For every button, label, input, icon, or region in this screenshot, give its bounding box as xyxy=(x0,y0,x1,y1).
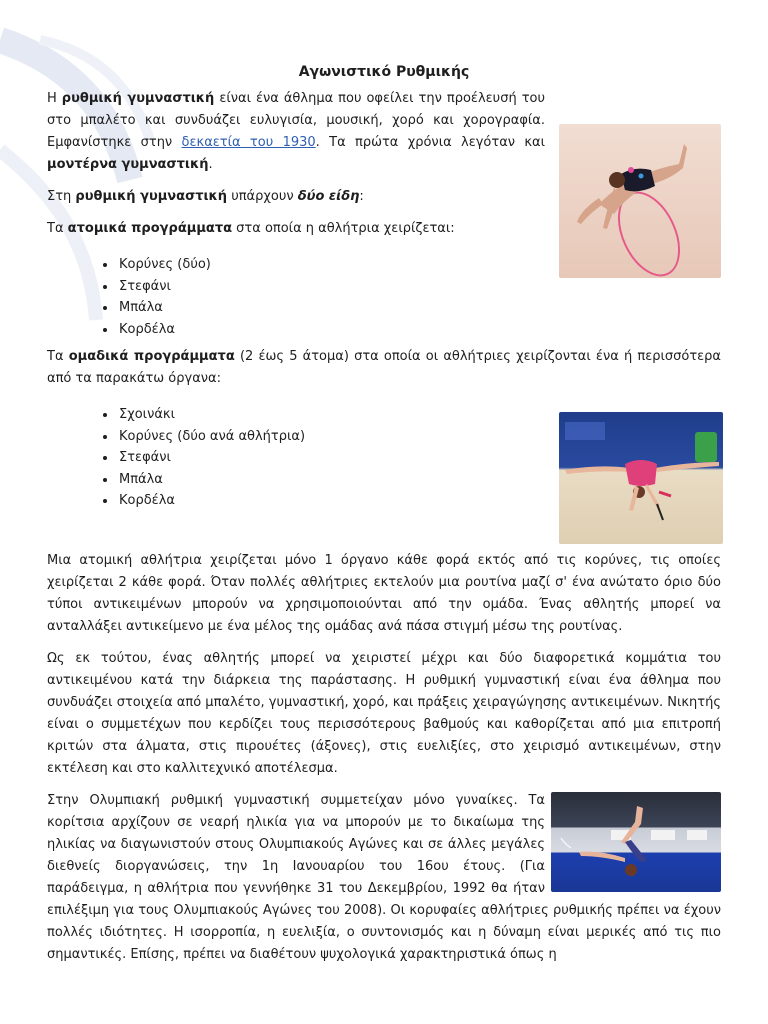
bold-term: ατομικά προγράμματα xyxy=(67,221,233,236)
types-text: υπάρχουν xyxy=(227,189,298,204)
gymnast-ribbon-photo xyxy=(551,792,721,892)
intro-text: . Τα πρώτα χρόνια λεγόταν και xyxy=(315,135,546,150)
bold-term: ρυθμική γυμναστική xyxy=(75,189,228,204)
apparatus-paragraph: Μια ατομική αθλήτρια χειρίζεται μόνο 1 όργανο κάθε φορά εκτός από τις κορύνες, τις οποίες χειρίζεται 2 κάθε φορά. Όταν πολλές αθλήτριες εκτελούν μια ρουτίνα μαζί σ' ένα ανώτατο όριο δύο τύποι αντικειμένων μπορούν να χρησιμοποιούνται από την ομάδα. Ένας αθλητής μπορεί να ανταλλάξει αντικείμενο με ένα μέλος της ομάδας ανά πάσα στιγμή μέσω της ρουτίνας. xyxy=(47,552,721,634)
group-text: Τα xyxy=(47,349,69,364)
types-text: : xyxy=(359,189,364,204)
list-item: • Κορύνες (δύο ανά αθλήτρια) xyxy=(117,426,721,448)
document-page xyxy=(47,60,721,966)
bold-term: μοντέρνα γυμναστική xyxy=(47,157,209,172)
individual-text: στα οποία η αθλήτρια χειρίζεται: xyxy=(232,221,455,236)
intro-text: είναι ένα άθλημα που οφείλει την προέλευσή του στο μπαλέτο και συνδυάζει ευλυγισία, μουσική, χορό και χορογραφία. Εμφανίστηκε στην xyxy=(47,91,545,150)
scoring-paragraph: Ως εκ τούτου, ένας αθλητής μπορεί να χειριστεί μέχρι και δύο διαφορετικά κομμάτια του αντικειμένου κατά την διάρκεια της παράστασης. Η ρυθμική γυμναστική είναι ένα άθλημα που συνδυάζει στοιχεία από μπαλέτο, γυμναστική, χορό, και πράξεις χειραγώγησης αντικειμένων. Νικητής είναι ο συμμετέχων που κερδίζει τους περισσότερους βαθμούς και καθορίζεται από μια επιτροπή κριτών στα άλματα, στις πιρουέτες (άξονες), στις ευελιξίες, στο χειρισμό αντικειμένων, στην εκτέλεση και στο καλλιτεχνικό αποτέλεσμα. xyxy=(47,650,721,776)
list-item: • Στεφάνι xyxy=(117,447,721,469)
types-text: Στη xyxy=(47,189,76,204)
bold-term: ομαδικά προγράμματα xyxy=(68,349,235,364)
gymnast-hoop-photo xyxy=(559,124,721,278)
list-item: • Κορδέλα xyxy=(117,319,721,341)
bold-term: ρυθμική γυμναστική xyxy=(61,91,215,106)
page-title: Αγωνιστικό Ρυθμικής xyxy=(298,64,470,80)
decade-link[interactable]: δεκαετία του 1930 xyxy=(181,135,316,150)
list-item: • Μπάλα xyxy=(117,469,721,491)
bold-italic-term: δύο είδη xyxy=(297,189,360,204)
individual-text: Τα xyxy=(47,221,68,236)
group-intro xyxy=(47,346,721,390)
list-item: • Κορύνες (δύο) xyxy=(117,254,721,276)
group-text: (2 έως 5 άτομα) στα οποία οι αθλήτριες χειρίζονται ένα ή περισσότερα από τα παρακάτω όργανα: xyxy=(47,349,721,386)
list-item: • Σχοινάκι xyxy=(117,404,721,426)
list-item: • Στεφάνι xyxy=(117,276,721,298)
gymnast-clubs-photo xyxy=(559,412,723,544)
list-item: • Μπάλα xyxy=(117,297,721,319)
intro-text: . xyxy=(208,157,213,172)
olympic-paragraph: Στην Ολυμπιακή ρυθμική γυμναστική συμμετείχαν μόνο γυναίκες. Τα κορίτσια αρχίζουν σε νεαρή ηλικία για να μπορούν με το δικαίωμα της ηλικίας να διαγωνιστούν στους Ολυμπιακούς Αγώνες και σε άλλες μεγάλες διεθνείς διοργανώσεις, την 1η Ιανουαρίου του 16ου έτους. (Για παράδειγμα, η αθλήτρια που γεννήθηκε 31 του Δεκεμβρίου, 1992 θα ήταν επιλέξιμη για τους Ολυμπιακούς Αγώνες του 2008). Οι κορυφαίες αθλήτριες ρυθμικής πρέπει να έχουν πολλές ιδιότητες. Η ισορροπία, η ευελιξία, ο συντονισμός και η δύναμη είναι μερικές από τις πιο σημαντικές. Επίσης, πρέπει να διαθέτουν ψυχολογικά χαρακτηριστικά όπως η xyxy=(47,790,721,966)
list-item: • Κορδέλα xyxy=(117,490,721,512)
intro-text: Η xyxy=(47,91,62,106)
